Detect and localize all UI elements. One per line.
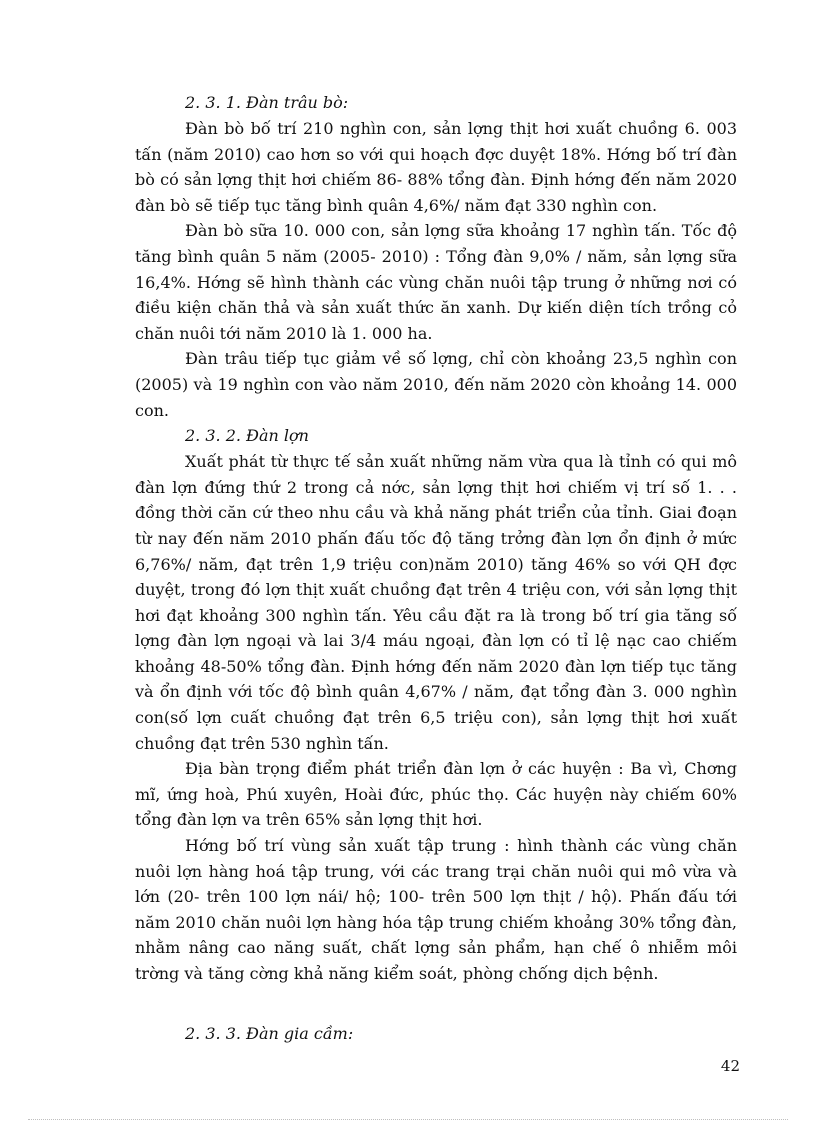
section-heading-pigs: 2. 3. 2. Đàn lợn [185, 426, 309, 446]
section-heading-poultry: 2. 3. 3. Đàn gia cầm: [185, 1023, 354, 1043]
paragraph-beef-cattle: Đàn bò bố trí 210 nghìn con, sản lợng thịt hơi xuất chuồng 6. 003 tấn (năm 2010) cao hơn so với qui hoạch đợc duyệt 18%. Hớng bố trí đàn bò có sản lợng thịt hơi chiếm 86- 88% tổng đàn. Định hớng đến năm 2020 đàn bò sẽ tiếp tục tăng bình quân 4,6%/ năm đạt 330 nghìn con. [135, 119, 737, 215]
section-heading-cattle: 2. 3. 1. Đàn trâu bò: [185, 93, 349, 112]
footer-divider [28, 1119, 788, 1120]
paragraph-buffalo: Đàn trâu tiếp tục giảm về số lợng, chỉ còn khoảng 23,5 nghìn con (2005) và 19 nghìn con vào năm 2010, đến năm 2020 còn khoảng 14. 000 con. [135, 349, 737, 420]
paragraph-pig-growth: Xuất phát từ thực tế sản xuất những năm vừa qua là tỉnh có qui mô đàn lợn đứng thứ 2 trong cả nớc, sản lợng thịt hơi chiếm vị trí số 1. . . đồng thời căn cứ theo nhu cầu và khả năng phát triển của tỉnh. Giai đoạn từ nay đến năm 2010 phấn đấu tốc độ tăng trởng đàn lợn ổn định ở mức 6,76%/ năm, đạt trên 1,9 triệu con)năm 2010) tăng 46% so với QH đợc duyệt, trong đó lợn thịt xuất chuồng đạt trên 4 triệu con, với sản lợng thịt hơi đạt khoảng 300 nghìn tấn. Yêu cầu đặt ra là trong bố trí gia tăng số lợng đàn lợn ngoại và lai 3/4 máu ngoại, đàn lợn có tỉ lệ nạc cao chiếm khoảng 48-50% tổng đàn. Định hớng đến năm 2020 đàn lợn tiếp tục tăng và ổn định với tốc độ bình quân 4,67% / năm, đạt tổng đàn 3. 000 nghìn con(số lợn cuất chuồng đạt trên 6,5 triệu con), sản lợng thịt hơi xuất chuồng đạt trên 530 nghìn tấn. [135, 452, 737, 753]
page-number: 42 [720, 1057, 740, 1075]
paragraph-pig-districts: Địa bàn trọng điểm phát triển đàn lợn ở các huyện : Ba vì, Chơng mĩ, ứng hoà, Phú xuyên, Hoài đức, phúc thọ. Các huyện này chiếm 60% tổng đàn lợn va trên 65% sản lợng thịt hơi. [135, 759, 737, 830]
document-body [135, 90, 737, 1047]
paragraph-pig-concentration: Hớng bố trí vùng sản xuất tập trung : hình thành các vùng chăn nuôi lợn hàng hoá tập trung, với các trang trại chăn nuôi qui mô vừa và lớn (20- trên 100 lợn nái/ hộ; 100- trên 500 lợn thịt / hộ). Phấn đấu tới năm 2010 chăn nuôi lợn hàng hóa tập trung chiếm khoảng 30% tổng đàn, nhằm nâng cao năng suất, chất lợng sản phẩm, hạn chế ô nhiễm môi trờng và tăng cờng khả năng kiểm soát, phòng chống dịch bệnh. [135, 836, 737, 983]
paragraph-dairy-cattle: Đàn bò sữa 10. 000 con, sản lợng sữa khoảng 17 nghìn tấn. Tốc độ tăng bình quân 5 năm (2005- 2010) : Tổng đàn 9,0% / năm, sản lợng sữa 16,4%. Hớng sẽ hình thành các vùng chăn nuôi tập trung ở những nơi có điều kiện chăn thả và sản xuất thức ăn xanh. Dự kiến diện tích trồng cỏ chăn nuôi tới năm 2010 là 1. 000 ha. [135, 221, 737, 343]
